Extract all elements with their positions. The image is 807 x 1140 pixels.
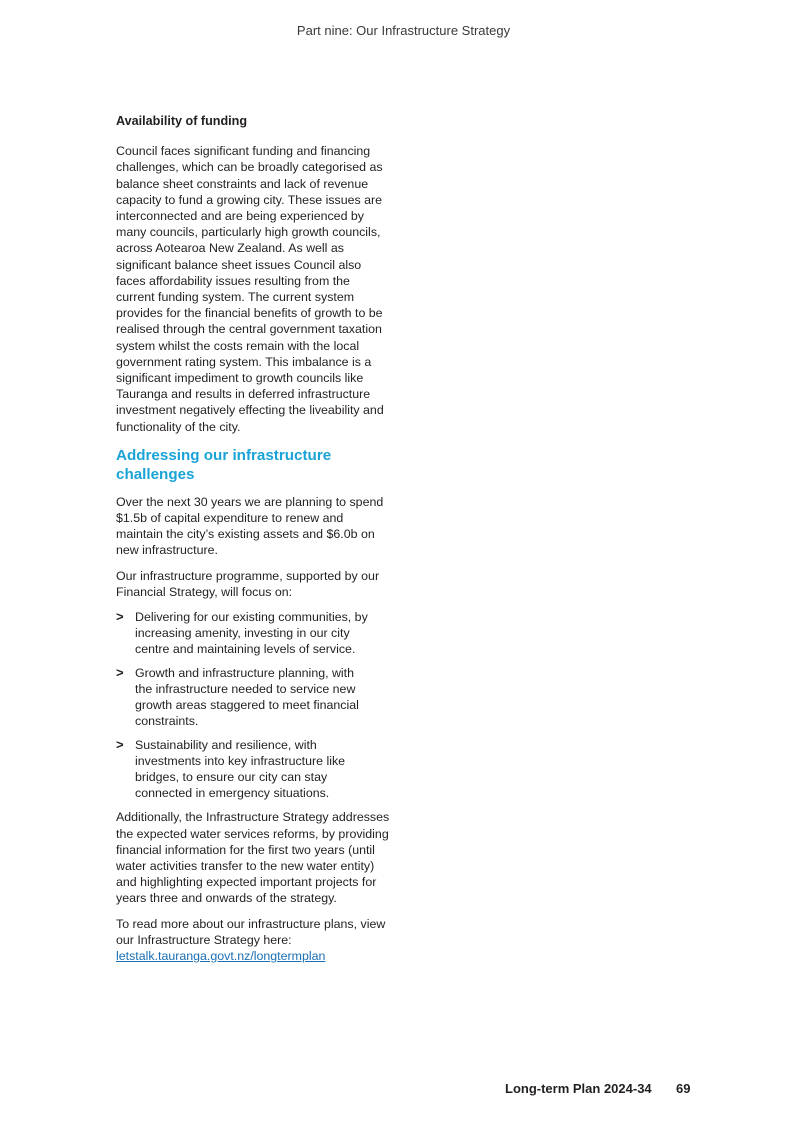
focus-paragraph: Our infrastructure programme, supported by our Financial Strategy, will focus on: xyxy=(116,568,380,599)
read-more-text: To read more about our infrastructure plans, view our Infrastructure Strategy here: xyxy=(116,916,386,947)
chevron-right-icon: > xyxy=(116,609,124,625)
list-item-text: Growth and infrastructure planning, with the infrastructure needed to service new growth areas staggered to meet financial constraints. xyxy=(135,665,359,729)
chevron-right-icon: > xyxy=(116,736,124,752)
additionally-paragraph: Additionally, the Infrastructure Strategy addresses the expected water services reforms, by providing financial information for the first two years (until water activities transfer to the new water entity) and highlighting expected important projects for years three and onwards of the strategy. xyxy=(116,810,390,906)
strategy-link[interactable]: letstalk.tauranga.govt.nz/longtermplan xyxy=(116,948,326,963)
list-item xyxy=(116,609,391,658)
chevron-right-icon: > xyxy=(116,664,124,680)
list-item xyxy=(116,665,391,730)
footer-title: Long-term Plan 2024-34 xyxy=(505,1081,652,1096)
list-item xyxy=(116,737,391,802)
funding-heading: Availability of funding xyxy=(116,114,248,128)
content-column xyxy=(116,113,391,973)
list-item-text: Sustainability and resilience, with investments into key infrastructure like bridges, to ensure our city can stay connected in emergency situations. xyxy=(135,737,346,801)
page-number: 69 xyxy=(676,1081,691,1096)
focus-list xyxy=(116,609,391,801)
running-header: Part nine: Our Infrastructure Strategy xyxy=(296,23,511,38)
list-item-text: Delivering for our existing communities, by increasing amenity, investing in our city centre and maintaining levels of service. xyxy=(135,610,368,657)
funding-paragraph: Council faces significant funding and financing challenges, which can be broadly categorised as balance sheet constraints and lack of revenue capacity to fund a growing city. These issues are interconnected and are being experienced by many councils, particularly high growth councils, across Aotearoa New Zealand. As well as significant balance sheet issues Council also faces affordability issues resulting from the current funding system. The current system provides for the financial benefits of growth to be realised through the central government taxation system whilst the costs remain with the local government rating system. This imbalance is a significant impediment to growth councils like Tauranga and results in deferred infrastructure investment negatively effecting the liveability and functionality of the city. xyxy=(116,144,384,434)
addressing-heading: Addressing our infrastructure challenges xyxy=(116,446,332,484)
addressing-intro: Over the next 30 years we are planning to spend $1.5b of capital expenditure to renew and maintain the city’s existing assets and $6.0b on new infrastructure. xyxy=(116,494,384,558)
read-more-paragraph xyxy=(116,916,391,965)
